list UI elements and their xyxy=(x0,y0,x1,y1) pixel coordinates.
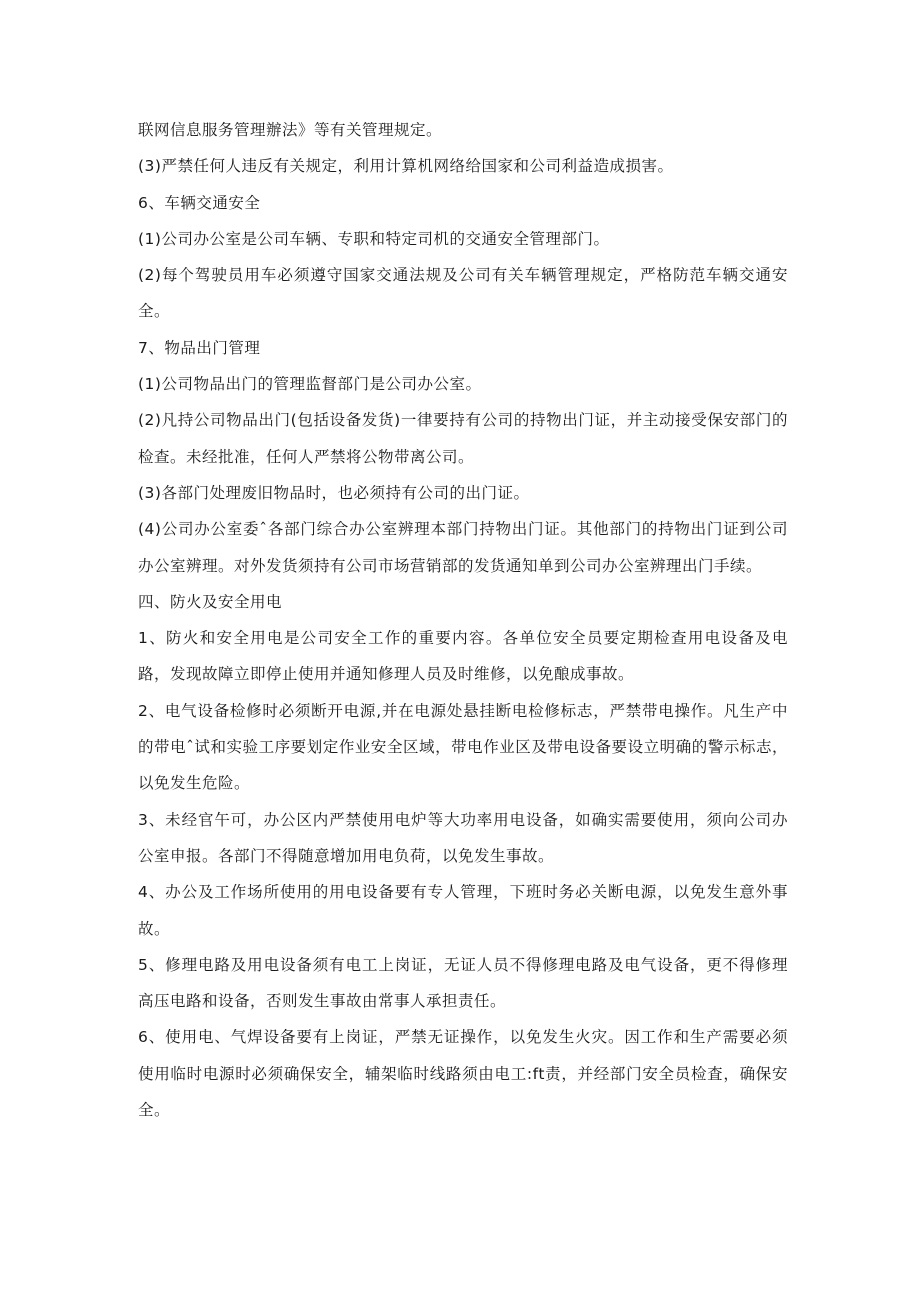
paragraph-8: (2)凡持公司物品出门(包括设备发货)一律要持有公司的持物出门证，并主动接受保安部门的检查。未经批准，任何人严禁将公物带离公司。 xyxy=(138,411,788,466)
paragraph-13: 2、电气设备检修时必须断开电源,并在电源处悬挂断电检修标志，严禁带电操作。凡生产中的带电ˆ试和实验工序要划定作业安全区域，带电作业区及带电设备要设立明确的警示标志，以免发生危险。 xyxy=(138,701,788,793)
paragraph-10: (4)公司办公室委ˆ各部门综合办公室辨理本部门持物出门证。其他部门的持物出门证到公司办公室辨理。对外发货须持有公司市场营销部的发货通知单到公司办公室辨理出门手续。 xyxy=(138,520,788,575)
document-body xyxy=(138,112,788,1128)
paragraph-2: (3)严禁任何人违反有关规定，利用计算机网络给国家和公司利益造成损害。 xyxy=(138,157,674,176)
paragraph-9: (3)各部门处理废旧物品时，也必须持有公司的出门证。 xyxy=(138,483,530,502)
paragraph-7: (1)公司物品出门的管理监督部门是公司办公室。 xyxy=(138,375,482,394)
paragraph-16: 5、修理电路及用电设备须有电工上岗证，无证人员不得修理电路及电气设备，更不得修理高压电路和设备，否则发生事故由常事人承担责任。 xyxy=(138,955,788,1011)
paragraph-1: 联网信息服务管理辦法》等有关管理规定。 xyxy=(138,121,443,139)
paragraph-12: 1、防火和安全用电是公司安全工作的重要内容。各单位安全员要定期检查用电设备及电路，发现故障立即停止使用并通知修理人员及时维修，以免酿成事故。 xyxy=(138,629,788,684)
paragraph-14: 3、未经官午可，办公区内严禁使用电炉等大功率用电设备，如确实需要使用，须向公司办公室申报。各部门不得随意增加用电负荷，以免发生事故。 xyxy=(138,810,788,865)
section-heading-fire-electric: 四、防火及安全用电 xyxy=(138,592,283,611)
paragraph-17: 6、使用电、气焊设备要有上岗证，严禁无证操作，以免发生火灾。因工作和生产需要必须使用临时电源时必须确保安全，辅架临时线路须由电工:ft责，并经部门安全员检査，确保安全。 xyxy=(138,1028,788,1120)
paragraph-5: (2)每个驾驶员用车必须遵守国家交通法规及公司有关车辆管理规定，严格防范车辆交通安全。 xyxy=(138,266,788,321)
section-heading-vehicle-safety: 6、车辆交通安全 xyxy=(138,193,261,212)
section-heading-goods-exit: 7、物品出门管理 xyxy=(138,338,261,357)
paragraph-15: 4、办公及工作场所使用的用电设备要有专人管理，下班时务必关断电源，以免发生意外事故。 xyxy=(138,883,788,938)
paragraph-4: (1)公司办公室是公司车辆、专职和特定司机的交通安全管理部门。 xyxy=(138,229,610,248)
